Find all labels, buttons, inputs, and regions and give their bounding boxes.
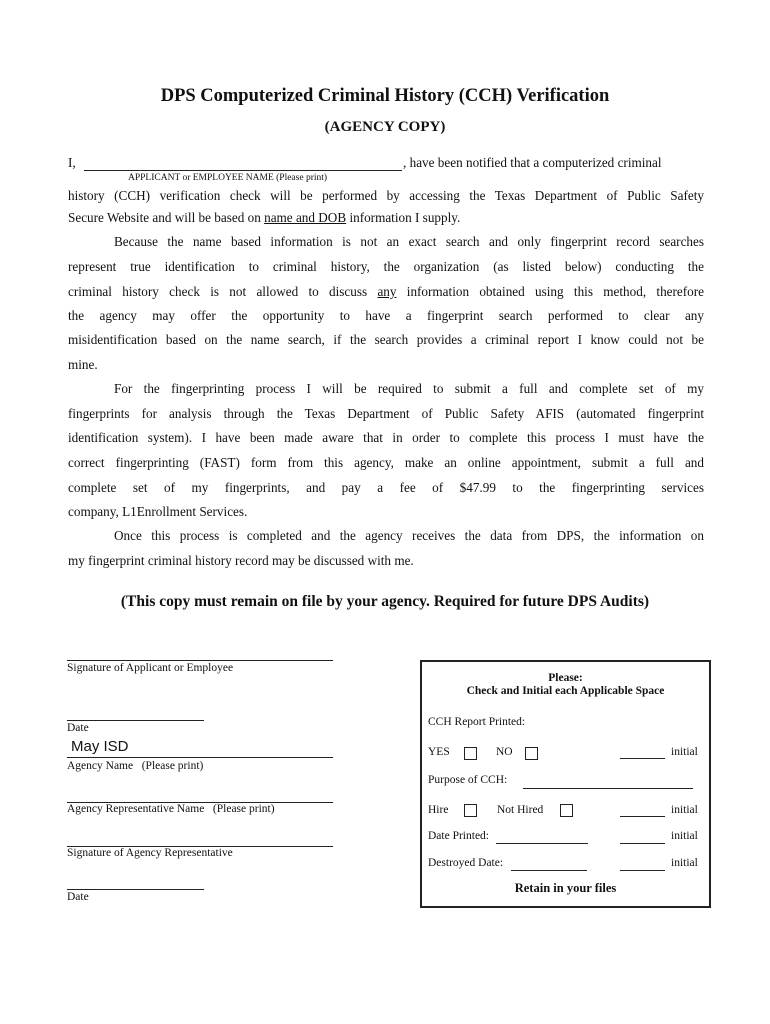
intro-suffix: , have been notified that a computerized criminal — [403, 155, 662, 170]
para2-line-4: correct fingerprinting (FAST) form from this agency, make an online appointment, submit a full and — [68, 455, 704, 470]
para2-line-6: company, L1Enrollment Services. — [68, 504, 248, 519]
purpose-label: Purpose of CCH: — [428, 774, 508, 786]
intro-line-3a: Secure Website and will be based on — [68, 210, 265, 225]
initial-field-1[interactable] — [620, 758, 665, 759]
agency-name-value[interactable]: May ISD — [71, 738, 129, 755]
intro-line-3 — [68, 209, 704, 227]
applicant-name-field[interactable] — [84, 156, 402, 171]
panel-heading-2: Check and Initial each Applicable Space — [466, 685, 665, 697]
no-checkbox[interactable] — [525, 747, 538, 760]
initial-field-3[interactable] — [620, 843, 665, 844]
para3-line-2: my fingerprint criminal history record may be discussed with me. — [68, 553, 414, 568]
hire-label: Hire — [428, 804, 449, 816]
applicant-name-caption: APPLICANT or EMPLOYEE NAME (Please print) — [128, 173, 328, 183]
agency-name-field[interactable] — [67, 757, 333, 758]
purpose-field[interactable] — [523, 788, 693, 789]
para2-line-5: complete set of my fingerprints, and pay a fee of $47.99 to the fingerprinting services — [68, 480, 704, 495]
audit-notice: (This copy must remain on file by your agency. Required for future DPS Audits) — [120, 593, 650, 610]
para1-line-4: the agency may offer the opportunity to have a fingerprint search performed to clear any — [68, 308, 704, 323]
para1-line-6: mine. — [68, 357, 98, 372]
any-emphasis: any — [377, 284, 397, 299]
hire-checkbox[interactable] — [464, 804, 477, 817]
no-label: NO — [496, 746, 513, 758]
destroyed-date-label: Destroyed Date: — [428, 857, 504, 869]
para1-line-3b: information obtained using this method, therefore — [396, 284, 704, 299]
intro-prefix: I, — [68, 155, 76, 170]
page-subtitle: (AGENCY COPY) — [324, 119, 446, 135]
panel-heading-1: Please: — [548, 672, 583, 684]
date-printed-field[interactable] — [496, 843, 588, 844]
intro-line-2: history (CCH) verification check will be performed by accessing the Texas Department of Public Safety — [68, 188, 704, 203]
yes-label: YES — [428, 746, 450, 758]
page-title: DPS Computerized Criminal History (CCH) Verification — [160, 86, 610, 106]
para1-line-1: Because the name based information is not an exact search and only fingerprint record searches — [114, 234, 704, 249]
destroyed-date-field[interactable] — [511, 870, 587, 871]
initial-field-4[interactable] — [620, 870, 665, 871]
retain-note: Retain in your files — [514, 881, 617, 895]
para2-line-2: fingerprints for analysis through the Texas Department of Public Safety AFIS (automated fingerprint — [68, 406, 704, 421]
applicant-signature-label: Signature of Applicant or Employee — [67, 662, 234, 674]
para1-line-2: represent true identification to criminal history, the organization (as listed below) conducting the — [68, 259, 704, 274]
para2-line-1: For the fingerprinting process I will be required to submit a full and complete set of my — [114, 381, 704, 396]
rep-name-label: Agency Representative Name (Please print) — [67, 803, 275, 815]
rep-signature-label: Signature of Agency Representative — [67, 847, 233, 859]
para3-line-1: Once this process is completed and the agency receives the data from DPS, the information on — [114, 528, 704, 543]
yes-checkbox[interactable] — [464, 747, 477, 760]
checkbox-panel — [420, 660, 711, 908]
cch-printed-label: CCH Report Printed: — [428, 716, 526, 728]
not-hired-label: Not Hired — [497, 804, 544, 816]
name-dob-emphasis: name and DOB — [264, 210, 347, 225]
not-hired-checkbox[interactable] — [560, 804, 573, 817]
date-label-2: Date — [67, 891, 89, 903]
para1-line-3 — [68, 283, 704, 301]
initial-label-2: initial — [671, 804, 698, 816]
initial-label-4: initial — [671, 857, 698, 869]
para2-line-3: identification system). I have been made aware that in order to complete this process I must have the — [68, 430, 704, 445]
date-printed-label: Date Printed: — [428, 830, 489, 842]
para1-line-5: misidentification based on the name search, if the search provides a criminal report I know could not be — [68, 332, 704, 347]
para1-line-3a: criminal history check is not allowed to discuss — [68, 284, 378, 299]
initial-label-1: initial — [671, 746, 698, 758]
date-field-2[interactable] — [67, 889, 204, 890]
date-field-1[interactable] — [67, 720, 204, 721]
applicant-signature-field[interactable] — [67, 660, 333, 661]
initial-label-3: initial — [671, 830, 698, 842]
initial-field-2[interactable] — [620, 816, 665, 817]
intro-line-3b: information I supply. — [346, 210, 461, 225]
agency-name-label: Agency Name (Please print) — [67, 760, 204, 772]
date-label-1: Date — [67, 722, 89, 734]
